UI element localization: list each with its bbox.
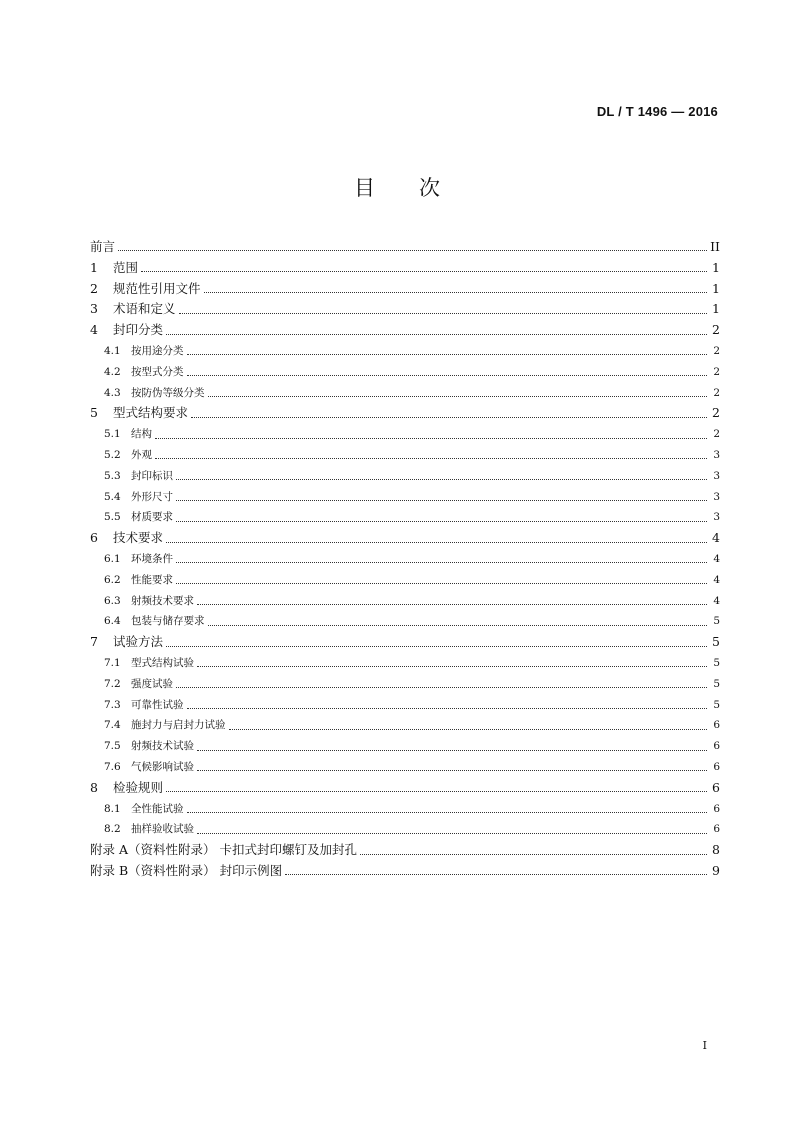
toc-dot-leader	[285, 873, 707, 875]
toc-entry-title: 射频技术要求	[131, 594, 194, 607]
toc-subentry[interactable]	[90, 819, 720, 840]
toc-entry-number: 6	[90, 530, 98, 546]
toc-dot-leader	[176, 478, 707, 480]
page-number: I	[702, 1039, 707, 1052]
toc-entry-title: 环境条件	[131, 552, 173, 565]
toc-subentry[interactable]	[90, 383, 720, 404]
toc-entry[interactable]	[90, 237, 720, 258]
toc-entry-title: 结构	[131, 428, 152, 441]
toc-dot-leader	[187, 374, 708, 376]
toc-entry-number: 7.2	[104, 677, 121, 690]
toc-entry[interactable]	[90, 840, 720, 861]
toc-entry-page: 6	[713, 740, 720, 753]
toc-entry[interactable]	[90, 279, 720, 300]
toc-subentry[interactable]	[90, 715, 720, 736]
toc-entry-page: 3	[713, 448, 720, 461]
toc-entry-page: 5	[713, 656, 720, 669]
toc-entry-title: 包装与储存要求	[131, 615, 205, 628]
toc-entry-number: 7.6	[104, 760, 121, 773]
toc-entry-title: 型式结构试验	[131, 656, 194, 669]
toc-entry-page: II	[710, 239, 720, 254]
toc-entry-number: 4.1	[104, 344, 121, 357]
toc-entry-number: 7.4	[104, 719, 121, 732]
toc-subentry[interactable]	[90, 466, 720, 487]
toc-dot-leader	[208, 624, 708, 626]
toc-entry-title: 按防伪等级分类	[131, 386, 205, 399]
toc-dot-leader	[187, 811, 708, 813]
toc-entry-page: 2	[713, 344, 720, 357]
toc-entry-number: 7.1	[104, 656, 121, 669]
toc-dot-leader	[118, 249, 707, 251]
toc-entry-page: 2	[713, 365, 720, 378]
toc-dot-leader	[208, 395, 708, 397]
toc-subentry[interactable]	[90, 653, 720, 674]
toc-entry-page: 4	[713, 594, 720, 607]
toc-entry-page: 1	[712, 280, 720, 296]
toc-entry-number: 6.4	[104, 615, 121, 628]
toc-entry[interactable]	[90, 632, 720, 653]
toc-entry-title: 封印标识	[131, 469, 173, 482]
toc-subentry[interactable]	[90, 487, 720, 508]
toc-entry-title: 检验规则	[113, 779, 164, 795]
toc-entry-number: 1	[90, 259, 98, 275]
toc-entry-number: 7.3	[104, 698, 121, 711]
toc-entry-title: 技术要求	[113, 530, 164, 546]
toc-subentry[interactable]	[90, 611, 720, 632]
toc-entry-page: 9	[712, 862, 720, 878]
toc-entry-title: 性能要求	[131, 573, 173, 586]
toc-entry-page: 1	[712, 259, 720, 275]
toc-subentry[interactable]	[90, 591, 720, 612]
toc-entry-title: 按用途分类	[131, 344, 184, 357]
toc-entry-title: 型式结构要求	[113, 405, 189, 421]
toc-entry-page: 5	[713, 698, 720, 711]
toc-entry-number: 5.3	[104, 469, 121, 482]
toc-dot-leader	[155, 457, 707, 459]
toc-subentry[interactable]	[90, 695, 720, 716]
toc-entry-title: 施封力与启封力试验	[131, 719, 226, 732]
table-of-contents	[90, 237, 720, 882]
toc-entry-title: 附录 B（资料性附录） 封印示例图	[90, 862, 283, 878]
toc-entry-number: 5.4	[104, 490, 121, 503]
toc-subentry[interactable]	[90, 757, 720, 778]
toc-entry-number: 2	[90, 280, 98, 296]
toc-entry-title: 范围	[113, 259, 139, 275]
toc-entry-page: 1	[712, 301, 720, 317]
toc-entry-number: 4	[90, 322, 98, 338]
toc-entry[interactable]	[90, 258, 720, 279]
toc-entry-page: 6	[712, 779, 720, 795]
page-title-char-1: 目	[354, 176, 375, 200]
toc-entry-title: 抽样验收试验	[131, 823, 194, 836]
toc-dot-leader	[179, 312, 707, 314]
toc-dot-leader	[176, 686, 707, 688]
toc-dot-leader	[141, 270, 707, 272]
toc-dot-leader	[155, 437, 707, 439]
toc-entry-title: 附录 A（资料性附录） 卡扣式封印螺钉及加封孔	[90, 842, 357, 858]
toc-subentry[interactable]	[90, 424, 720, 445]
toc-entry-page: 3	[713, 490, 720, 503]
toc-entry-page: 5	[712, 634, 720, 650]
toc-dot-leader	[166, 790, 707, 792]
page-title	[0, 172, 794, 202]
toc-dot-leader	[176, 561, 707, 563]
toc-dot-leader	[166, 333, 707, 335]
toc-entry-page: 5	[713, 615, 720, 628]
toc-entry-page: 4	[712, 530, 720, 546]
toc-dot-leader	[187, 707, 708, 709]
toc-entry-title: 气候影响试验	[131, 760, 194, 773]
toc-entry-page: 2	[712, 405, 720, 421]
toc-subentry[interactable]	[90, 736, 720, 757]
toc-subentry[interactable]	[90, 570, 720, 591]
toc-entry[interactable]	[90, 528, 720, 549]
toc-subentry[interactable]	[90, 799, 720, 820]
toc-entry-title: 强度试验	[131, 677, 173, 690]
toc-entry-title: 按型式分类	[131, 365, 184, 378]
toc-entry-page: 4	[713, 573, 720, 586]
toc-entry-title: 材质要求	[131, 511, 173, 524]
toc-entry-page: 2	[712, 322, 720, 338]
toc-subentry[interactable]	[90, 362, 720, 383]
toc-subentry[interactable]	[90, 674, 720, 695]
toc-entry-title: 试验方法	[113, 634, 164, 650]
toc-subentry[interactable]	[90, 341, 720, 362]
toc-entry-title: 外形尺寸	[131, 490, 173, 503]
toc-entry-page: 3	[713, 511, 720, 524]
toc-dot-leader	[191, 416, 707, 418]
toc-entry[interactable]	[90, 861, 720, 882]
toc-entry-number: 6.1	[104, 552, 121, 565]
toc-entry[interactable]	[90, 403, 720, 424]
toc-entry-page: 6	[713, 760, 720, 773]
toc-entry-page: 3	[713, 469, 720, 482]
toc-entry-page: 4	[713, 552, 720, 565]
toc-entry-page: 6	[713, 802, 720, 815]
toc-subentry[interactable]	[90, 549, 720, 570]
toc-entry[interactable]	[90, 778, 720, 799]
toc-dot-leader	[197, 603, 707, 605]
toc-entry-number: 6.3	[104, 594, 121, 607]
toc-dot-leader	[197, 769, 707, 771]
toc-dot-leader	[204, 291, 707, 293]
toc-entry-number: 8.1	[104, 802, 121, 815]
toc-entry-number: 4.2	[104, 365, 121, 378]
toc-entry-number: 5.2	[104, 448, 121, 461]
toc-entry-title: 前言	[90, 239, 116, 254]
page-title-char-2: 次	[419, 176, 440, 200]
toc-entry-title: 射频技术试验	[131, 740, 194, 753]
toc-entry-page: 2	[713, 386, 720, 399]
toc-dot-leader	[176, 499, 707, 501]
toc-entry-number: 6.2	[104, 573, 121, 586]
toc-entry-number: 5.1	[104, 428, 121, 441]
toc-dot-leader	[176, 582, 707, 584]
standard-code: DL / T 1496 — 2016	[596, 104, 718, 119]
toc-entry-page: 6	[713, 719, 720, 732]
toc-dot-leader	[360, 853, 707, 855]
toc-dot-leader	[187, 353, 708, 355]
toc-entry-title: 可靠性试验	[131, 698, 184, 711]
toc-dot-leader	[197, 749, 707, 751]
toc-dot-leader	[166, 541, 707, 543]
toc-dot-leader	[229, 728, 708, 730]
toc-entry-title: 外观	[131, 448, 152, 461]
toc-entry-number: 8	[90, 779, 98, 795]
toc-entry-page: 2	[713, 428, 720, 441]
toc-entry-page: 8	[712, 842, 720, 858]
toc-dot-leader	[197, 665, 707, 667]
toc-entry[interactable]	[90, 320, 720, 341]
toc-entry-number: 5	[90, 405, 98, 421]
toc-entry-number: 3	[90, 301, 98, 317]
toc-entry-page: 5	[713, 677, 720, 690]
toc-entry-page: 6	[713, 823, 720, 836]
toc-entry-number: 7	[90, 634, 98, 650]
toc-dot-leader	[176, 520, 707, 522]
toc-entry-title: 封印分类	[113, 322, 164, 338]
toc-entry-number: 5.5	[104, 511, 121, 524]
toc-entry-number: 4.3	[104, 386, 121, 399]
toc-dot-leader	[197, 832, 707, 834]
toc-entry[interactable]	[90, 299, 720, 320]
toc-entry-number: 7.5	[104, 740, 121, 753]
toc-entry-number: 8.2	[104, 823, 121, 836]
toc-entry-title: 全性能试验	[131, 802, 184, 815]
toc-entry-title: 规范性引用文件	[113, 280, 201, 296]
toc-subentry[interactable]	[90, 507, 720, 528]
toc-entry-title: 术语和定义	[113, 301, 176, 317]
toc-subentry[interactable]	[90, 445, 720, 466]
toc-dot-leader	[166, 645, 707, 647]
